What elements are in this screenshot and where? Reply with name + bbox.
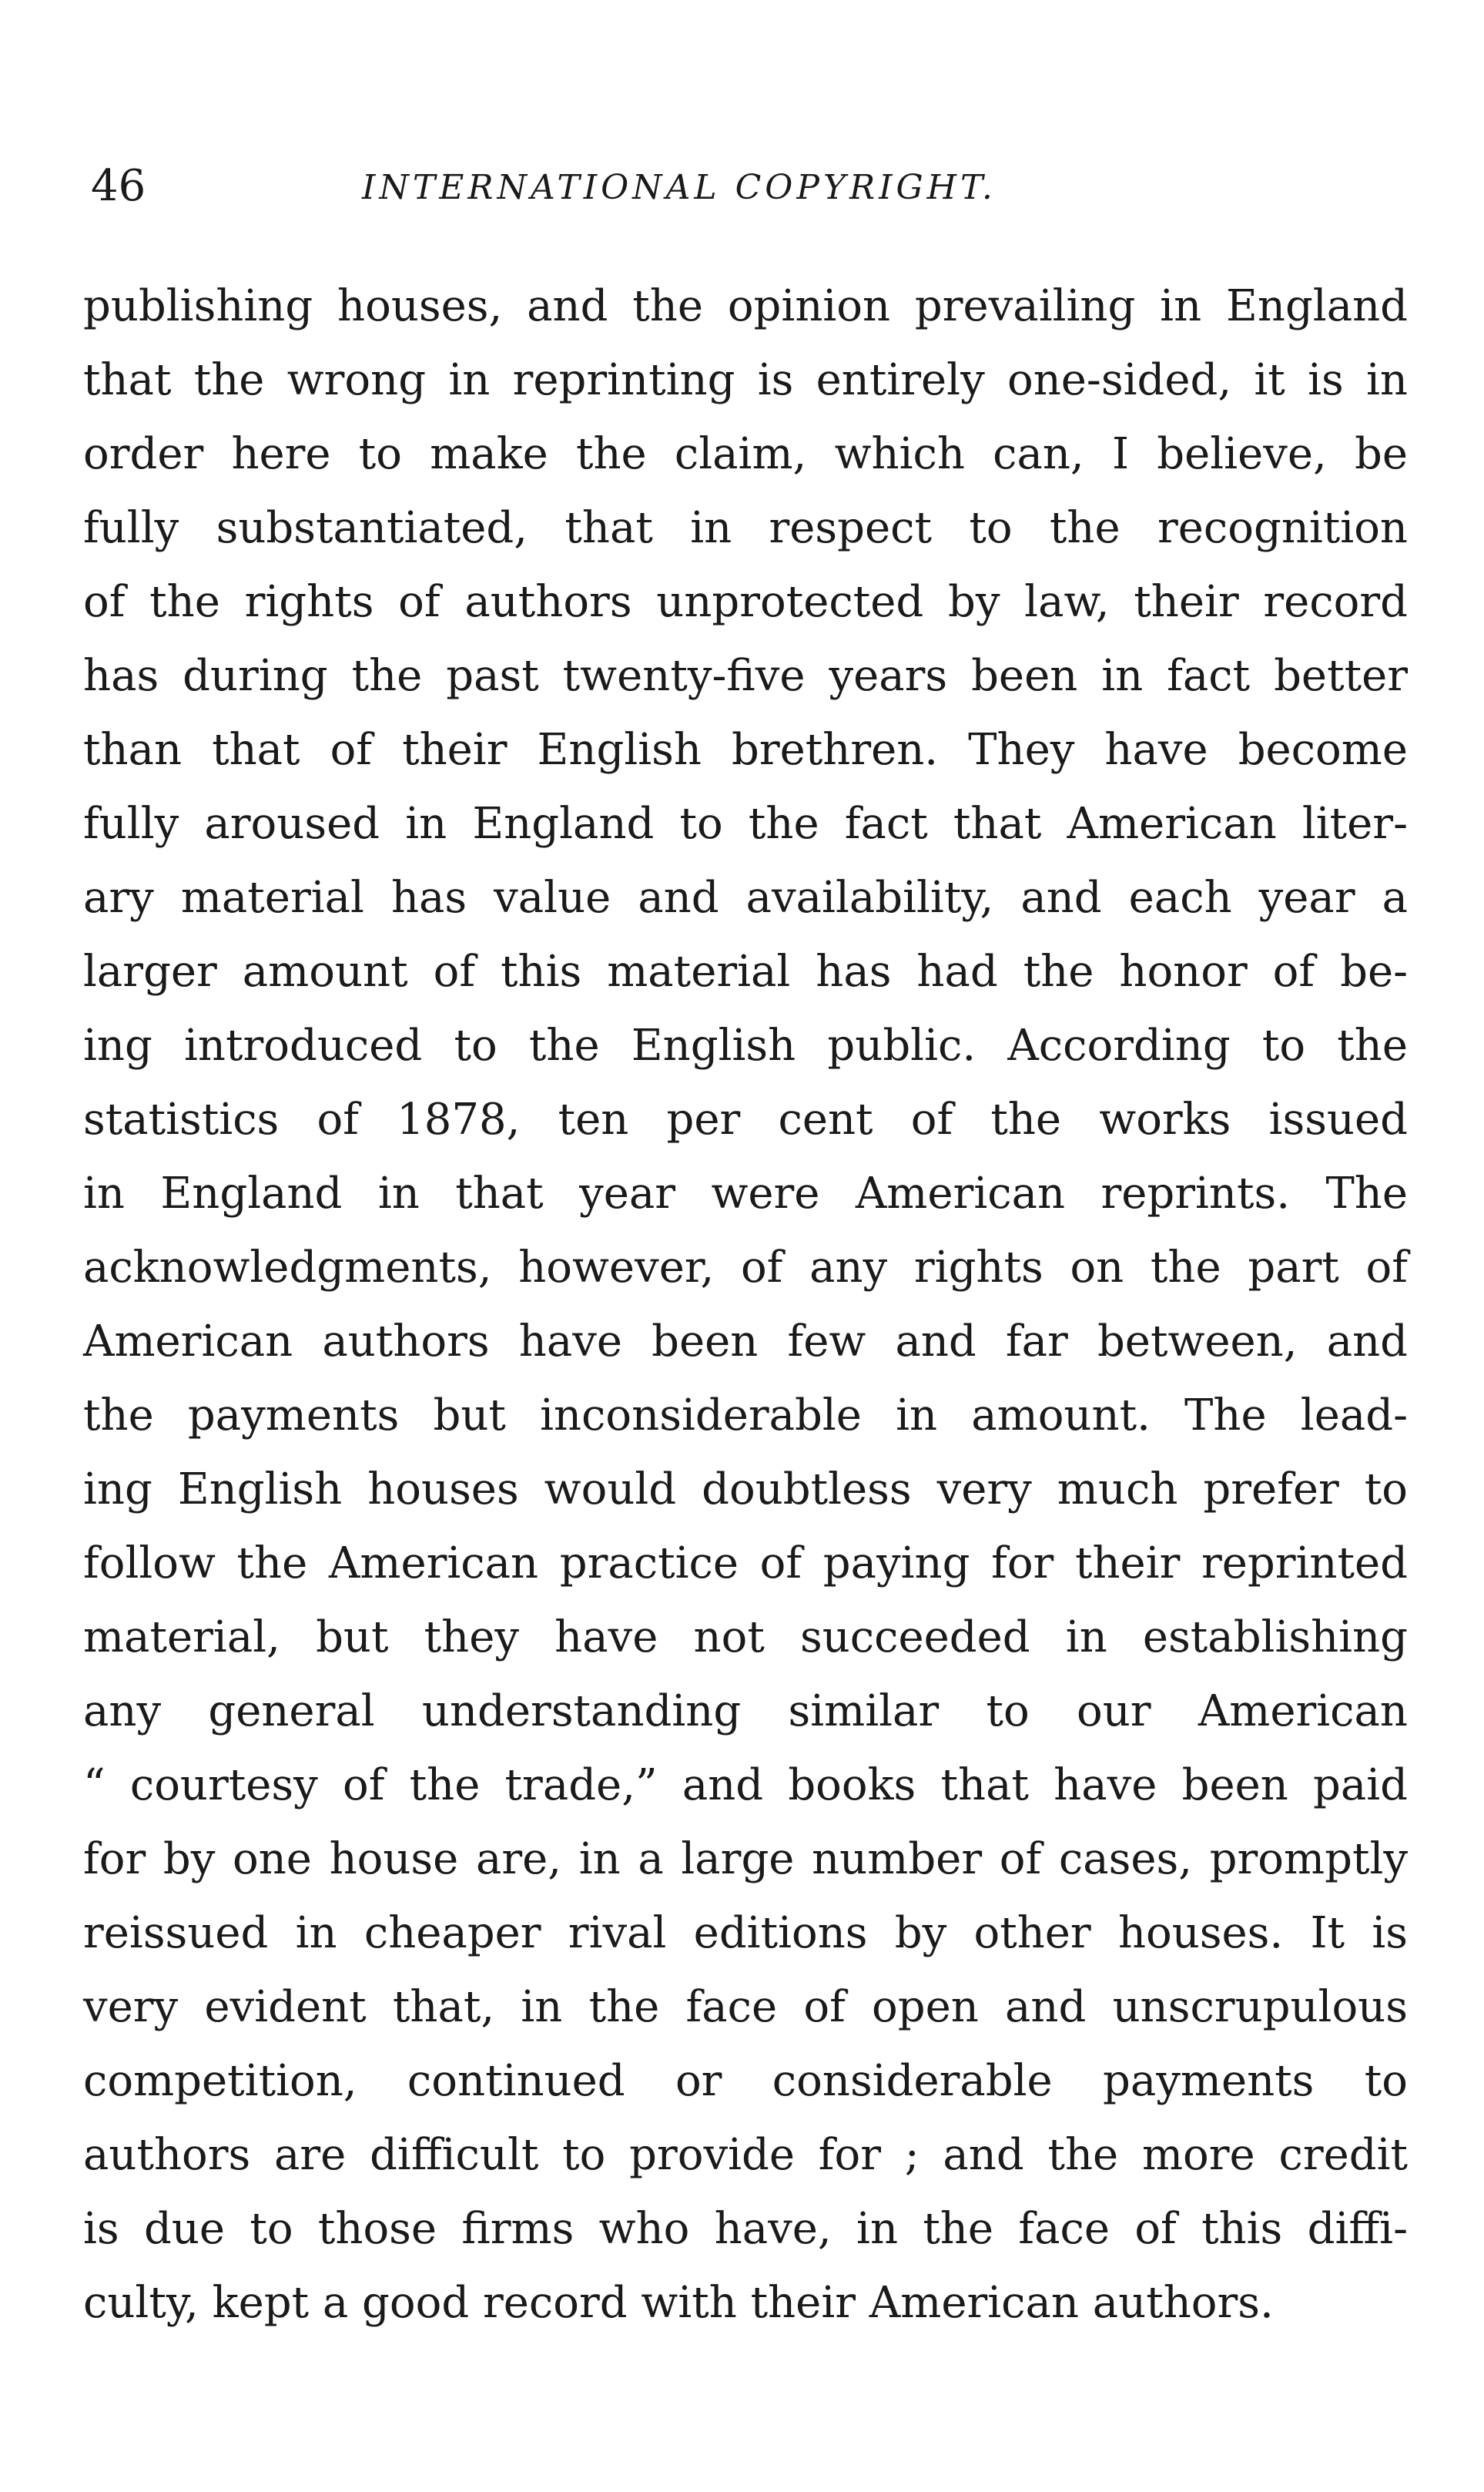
text-line: fully aroused in England to the fact that American liter-	[83, 799, 1408, 849]
text-line: statistics of 1878, ten per cent of the works issued	[83, 1095, 1408, 1145]
text-line: authors are difficult to provide for ; and the more credit	[83, 2130, 1408, 2180]
text-line: very evident that, in the face of open and unscrupulous	[83, 1982, 1408, 2032]
text-line: order here to make the claim, which can, I believe, be	[83, 429, 1408, 479]
page-number: 46	[91, 161, 146, 211]
text-line: of the rights of authors unprotected by law, their record	[83, 577, 1408, 627]
text-line: American authors have been few and far between, and	[83, 1316, 1408, 1367]
text-line: culty, kept a good record with their American authors.	[83, 2278, 1274, 2328]
text-line: is due to those firms who have, in the face of this diffi-	[83, 2204, 1408, 2254]
body-text	[83, 270, 1408, 2340]
text-line: “ courtesy of the trade,” and books that have been paid	[83, 1760, 1408, 1810]
text-line: acknowledgments, however, of any rights on the part of	[83, 1243, 1408, 1293]
text-line: for by one house are, in a large number of cases, promptly	[83, 1834, 1408, 1884]
text-line: ing introduced to the English public. According to the	[83, 1021, 1408, 1071]
text-line: publishing houses, and the opinion prevailing in England	[83, 281, 1408, 331]
text-line: fully substantiated, that in respect to the recognition	[83, 503, 1408, 553]
text-line: follow the American practice of paying for their reprinted	[83, 1538, 1408, 1588]
text-line: than that of their English brethren. They have become	[83, 725, 1408, 775]
text-line: the payments but inconsiderable in amount. The lead-	[83, 1390, 1408, 1441]
text-line: in England in that year were American reprints. The	[83, 1169, 1408, 1219]
text-line: ing English houses would doubtless very much prefer to	[83, 1464, 1408, 1514]
text-line: reissued in cheaper rival editions by other houses. It is	[83, 1908, 1408, 1958]
text-line: has during the past twenty-five years been in fact better	[83, 651, 1408, 701]
text-line: that the wrong in reprinting is entirely one-sided, it is in	[83, 355, 1408, 405]
text-line: any general understanding similar to our American	[83, 1686, 1408, 1736]
running-title: INTERNATIONAL COPYRIGHT.	[362, 168, 997, 207]
text-line: competition, continued or considerable payments to	[83, 2056, 1408, 2106]
text-line: material, but they have not succeeded in establishing	[83, 1612, 1408, 1662]
text-line: ary material has value and availability, and each year a	[83, 873, 1408, 923]
text-line: larger amount of this material has had the honor of be-	[83, 947, 1408, 997]
